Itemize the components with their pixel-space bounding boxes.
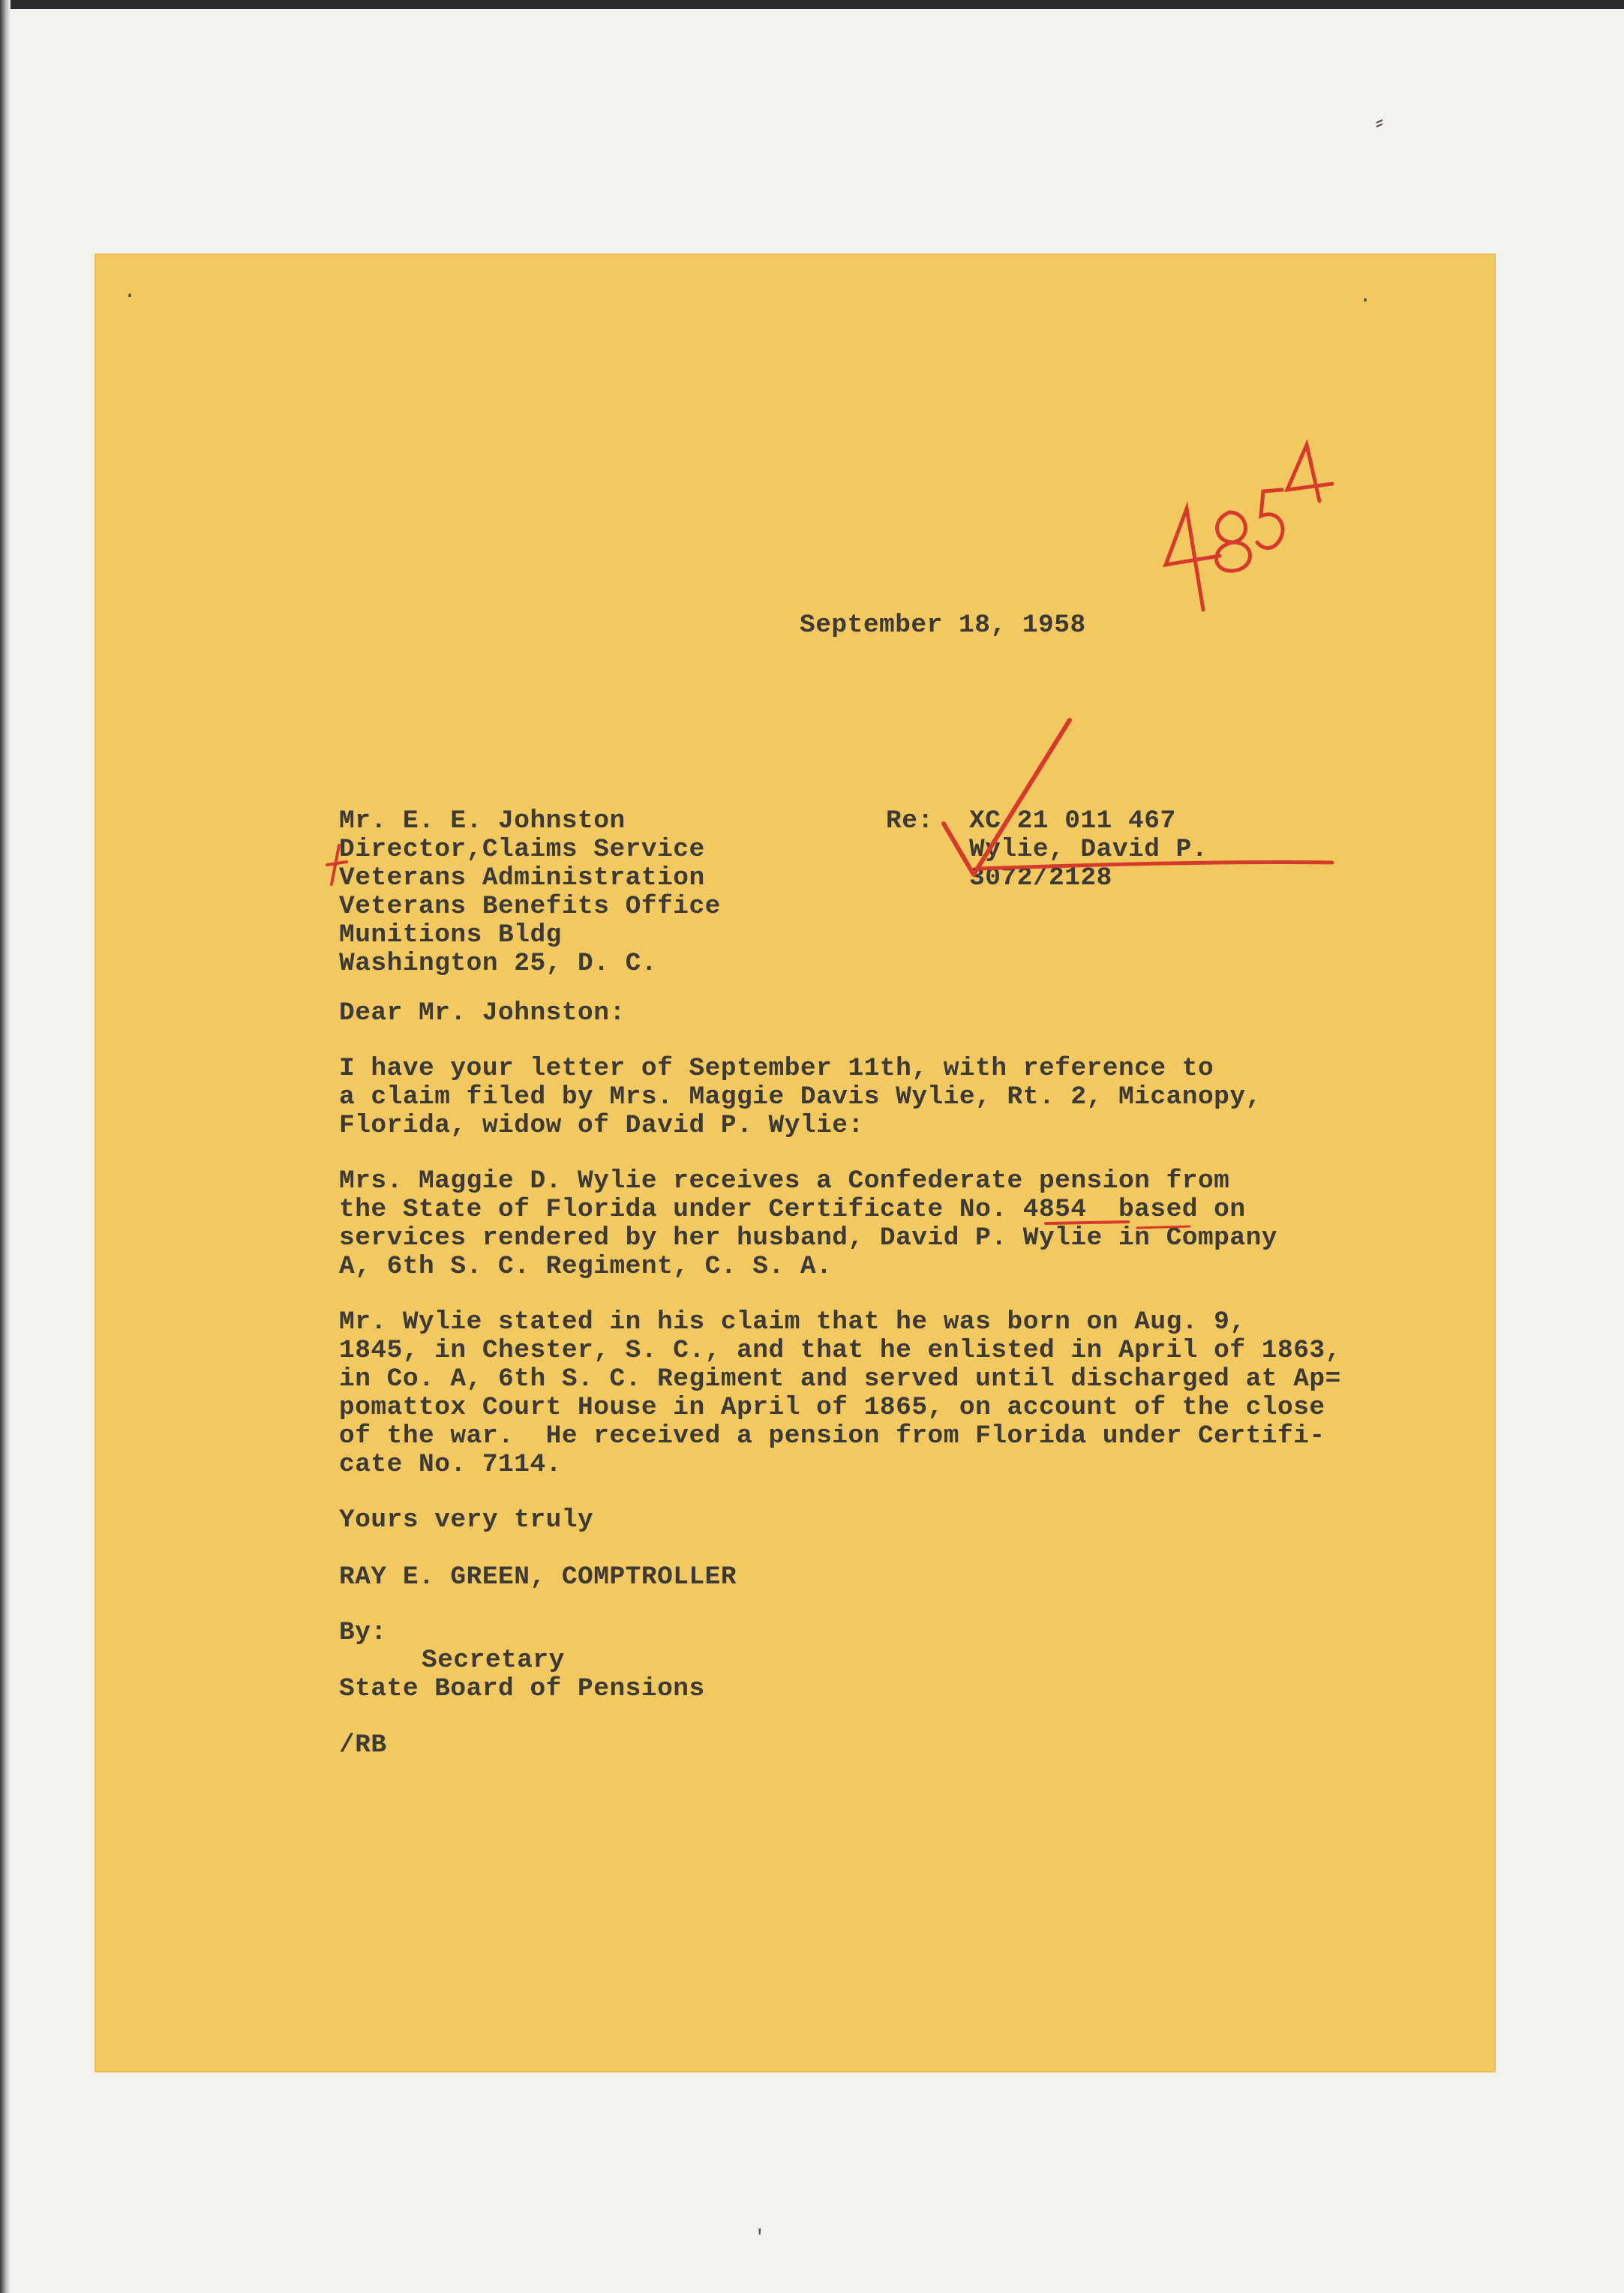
scan-speck: ⸗ bbox=[1373, 111, 1387, 137]
paragraph-1-line: a claim filed by Mrs. Maggie Davis Wylie, Rt. 2, Micanopy, bbox=[339, 1082, 1262, 1112]
re-claim-number: XC 21 011 467 bbox=[969, 806, 1176, 836]
re-veteran-name: Wylie, David P. bbox=[969, 835, 1208, 864]
paragraph-2-line: services rendered by her husband, David P. Wylie in Company bbox=[339, 1223, 1277, 1253]
scan-speck: ' bbox=[754, 2226, 766, 2249]
recipient-line: Munitions Bldg bbox=[339, 920, 562, 950]
paragraph-3-line: pomattox Court House in April of 1865, on account of the close bbox=[339, 1393, 1325, 1422]
recipient-line: Washington 25, D. C. bbox=[339, 949, 658, 978]
re-file-number: 3072/2128 bbox=[969, 863, 1112, 893]
recipient-line: Veterans Benefits Office bbox=[339, 892, 721, 921]
letter-date: September 18, 1958 bbox=[800, 611, 1086, 640]
letter-sheet bbox=[95, 254, 1496, 2072]
by-label: By: bbox=[339, 1618, 387, 1647]
red-underline-marks bbox=[1040, 1217, 1280, 1247]
signer-title: Secretary bbox=[422, 1646, 565, 1675]
paragraph-3-line: Mr. Wylie stated in his claim that he was born on Aug. 9, bbox=[339, 1307, 1246, 1337]
red-check-mark bbox=[935, 711, 1340, 884]
paragraph-1-line: I have your letter of September 11th, with reference to bbox=[339, 1054, 1214, 1083]
staple-mark: · bbox=[1358, 288, 1373, 314]
staple-mark: · bbox=[123, 284, 137, 309]
re-label: Re: bbox=[886, 806, 934, 836]
scan-top-edge bbox=[0, 0, 1624, 9]
paragraph-3-line: of the war. He received a pension from Florida under Certifi- bbox=[339, 1421, 1325, 1451]
paragraph-2-line: Mrs. Maggie D. Wylie receives a Confederate pension from bbox=[339, 1166, 1230, 1196]
paragraph-3-line: cate No. 7114. bbox=[339, 1450, 562, 1479]
signer-office: State Board of Pensions bbox=[339, 1674, 705, 1703]
typist-initials: /RB bbox=[339, 1730, 387, 1760]
scan-left-edge bbox=[0, 0, 11, 2293]
recipient-line: Mr. E. E. Johnston bbox=[339, 806, 626, 836]
red-cross-mark bbox=[321, 842, 351, 887]
paragraph-1-line: Florida, widow of David P. Wylie: bbox=[339, 1111, 864, 1140]
recipient-line: Veterans Administration bbox=[339, 863, 705, 893]
salutation: Dear Mr. Johnston: bbox=[339, 998, 626, 1028]
signer-name: RAY E. GREEN, COMPTROLLER bbox=[339, 1562, 737, 1592]
paragraph-2-line: A, 6th S. C. Regiment, C. S. A. bbox=[339, 1252, 833, 1281]
recipient-line: Director,Claims Service bbox=[339, 835, 705, 864]
paragraph-3-line: 1845, in Chester, S. C., and that he enlisted in April of 1863, bbox=[339, 1336, 1341, 1365]
closing: Yours very truly bbox=[339, 1505, 594, 1535]
paragraph-2-line: the State of Florida under Certificate No. 4854 based on bbox=[339, 1195, 1246, 1224]
handwritten-certificate-number bbox=[1158, 437, 1338, 640]
paragraph-3-line: in Co. A, 6th S. C. Regiment and served until discharged at Ap= bbox=[339, 1364, 1341, 1394]
